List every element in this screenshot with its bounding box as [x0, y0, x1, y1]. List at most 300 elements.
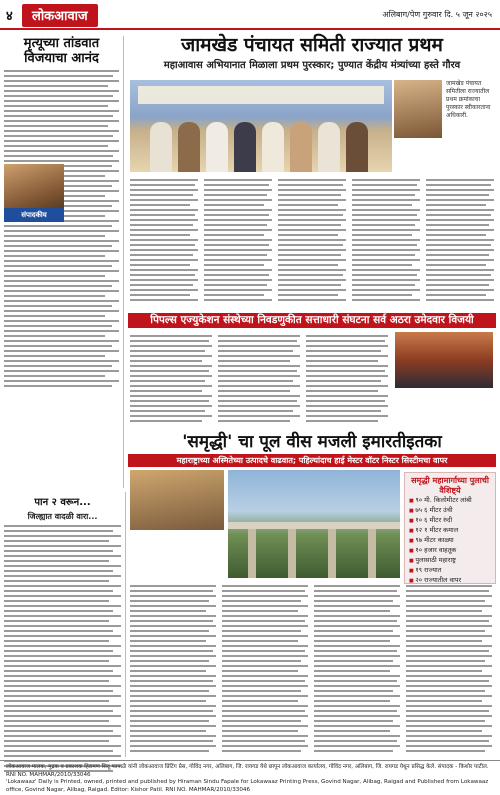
text-line: [406, 635, 492, 637]
third-story-subheadline: महाराष्ट्राच्या अस्मितेच्या उत्पादचे वाढवात; पहिल्यांदाच हाई मेस्टर वॉटर निस्टर सिस्टीमचा वापर: [176, 456, 448, 465]
text-line: [4, 295, 105, 297]
text-line: [352, 209, 420, 211]
text-line: [222, 615, 308, 617]
text-line: [4, 235, 105, 237]
text-line: [130, 375, 212, 377]
text-line: [130, 345, 212, 347]
text-line: [4, 640, 109, 642]
text-line: [222, 630, 301, 632]
text-line: [222, 620, 305, 622]
third-story-body: [130, 582, 496, 757]
text-line: [306, 390, 378, 392]
text-line: [204, 269, 272, 271]
text-line: [352, 179, 420, 181]
text-line: [4, 580, 109, 582]
text-line: [352, 189, 420, 191]
person-figure: [290, 122, 312, 172]
text-line: [426, 204, 486, 206]
second-story-banner: [128, 313, 496, 328]
election-winners-photo: [395, 332, 493, 388]
text-line: [426, 224, 489, 226]
text-line: [278, 234, 338, 236]
text-line: [204, 209, 272, 211]
text-line: [222, 650, 305, 652]
text-line: [406, 645, 492, 647]
text-line: [426, 274, 491, 276]
text-line: [406, 715, 492, 717]
text-line: [222, 685, 308, 687]
text-column: [314, 582, 400, 755]
text-line: [4, 115, 113, 117]
text-line: [306, 370, 385, 372]
text-line: [4, 570, 113, 572]
text-line: [4, 730, 113, 732]
text-line: [426, 294, 486, 296]
person-figure: [206, 122, 228, 172]
text-line: [4, 260, 119, 262]
text-line: [314, 745, 400, 747]
text-line: [278, 279, 346, 281]
text-line: [130, 415, 212, 417]
text-line: [130, 640, 206, 642]
text-line: [406, 660, 485, 662]
text-line: [222, 700, 298, 702]
text-line: [4, 615, 121, 617]
text-line: [130, 615, 216, 617]
text-line: [306, 410, 381, 412]
text-line: [222, 670, 298, 672]
text-line: [222, 695, 308, 697]
editorial-photo: [4, 164, 64, 222]
lead-subheadline: महाआवास अभियानात मिळाला प्रथम पुरस्कार; पुण्यात केंद्रीय मंत्र्यांच्या हस्ते गौरव: [163, 60, 461, 71]
text-line: [222, 585, 308, 587]
text-line: [352, 199, 420, 201]
text-line: [406, 675, 492, 677]
person-figure: [346, 122, 368, 172]
text-line: [130, 259, 198, 261]
text-line: [4, 635, 121, 637]
text-line: [218, 385, 300, 387]
text-line: [4, 85, 108, 87]
text-line: [130, 745, 216, 747]
photo-caption: जामखेड पंचायत समितीला राज्यातील प्रथम क्रमांकाचा पुरस्कार स्वीकारताना अधिकारी.: [446, 80, 491, 119]
text-line: [4, 95, 113, 97]
text-line: [4, 365, 112, 367]
text-line: [314, 725, 400, 727]
text-line: [204, 254, 267, 256]
text-line: [352, 244, 417, 246]
text-line: [352, 264, 412, 266]
award-ceremony-photo: [130, 80, 392, 172]
text-column: [218, 332, 300, 425]
text-line: [278, 199, 346, 201]
text-line: [4, 725, 121, 727]
text-line: [278, 219, 346, 221]
continued-column: [4, 492, 126, 757]
text-line: [218, 390, 290, 392]
text-line: [4, 130, 119, 132]
highlight-item: ■ १९ राज्यात: [409, 566, 491, 576]
text-line: [314, 670, 390, 672]
text-column: [426, 176, 494, 304]
text-line: [306, 420, 378, 422]
text-line: [306, 365, 388, 367]
text-line: [4, 535, 121, 537]
text-line: [426, 284, 489, 286]
text-line: [4, 80, 119, 82]
highlights-list: [409, 496, 491, 586]
text-line: [130, 680, 213, 682]
text-line: [4, 600, 109, 602]
text-line: [130, 249, 198, 251]
text-line: [130, 234, 190, 236]
text-line: [130, 189, 198, 191]
text-line: [130, 710, 213, 712]
text-line: [204, 259, 272, 261]
text-line: [426, 299, 494, 301]
editorial-heading-line2: विजयाचा आनंद: [24, 51, 99, 66]
text-line: [278, 239, 346, 241]
text-line: [4, 620, 109, 622]
editorial-body-top: [4, 70, 119, 157]
text-line: [406, 705, 492, 707]
text-line: [406, 590, 489, 592]
text-line: [4, 380, 119, 382]
text-line: [222, 680, 305, 682]
text-line: [314, 680, 397, 682]
text-line: [406, 630, 485, 632]
masthead: [0, 0, 500, 30]
text-line: [4, 255, 105, 257]
text-line: [314, 690, 393, 692]
text-line: [130, 740, 213, 742]
text-line: [314, 645, 400, 647]
text-line: [130, 269, 198, 271]
text-line: [130, 720, 209, 722]
highlight-item: ■ १० ६ मीटर रुंदी: [409, 516, 491, 526]
text-line: [406, 730, 482, 732]
text-column: [222, 582, 308, 755]
text-line: [222, 745, 308, 747]
text-line: [204, 239, 272, 241]
text-line: [222, 635, 308, 637]
text-line: [130, 675, 216, 677]
text-line: [278, 194, 341, 196]
text-line: [406, 720, 485, 722]
text-line: [306, 350, 381, 352]
text-line: [314, 740, 397, 742]
text-line: [218, 340, 297, 342]
text-line: [278, 214, 343, 216]
text-line: [278, 289, 346, 291]
text-line: [222, 735, 308, 737]
imprint-marathi: लोकआवाज मालक, मुद्रक व प्रकाशक हिरामण सिदू फापाळे यांनी लोकआवाज प्रिंटिंग प्रेस, गोविंद नगर, अलिबाग, जि. रायगड येथे छापून लोकआवाज कार्यालय, गोविंद नगर, अलिबाग, जि. रायगड येथून प्रसिद्ध केले. संपादक - किशोर पाटील. RNI NO. MAHMAR/2010/33046: [6, 764, 489, 778]
text-line: [130, 370, 209, 372]
text-line: [218, 405, 300, 407]
imprint-english: 'Lokawaaz' Daily is Printed, owned, printed and published by Hiraman Sindu Fapale for Lokawaaz Printing Press, Govind Nagar, Alibag, Raigad and Published from Lokawaaz office, Govind Nagar, Alibag, Raigad. Editor: Kishor Patil. RNI NO. MAHMAR/2010/33046: [6, 779, 489, 793]
third-story-headline: 'समृद्धी' चा पूल वीस मजली इमारतीइतका: [182, 432, 442, 452]
text-line: [426, 219, 494, 221]
text-line: [4, 360, 119, 362]
text-line: [406, 710, 489, 712]
text-line: [218, 355, 300, 357]
text-line: [204, 194, 267, 196]
text-line: [4, 695, 121, 697]
stage-banner: [138, 86, 384, 104]
text-line: [4, 565, 121, 567]
text-line: [406, 740, 489, 742]
text-line: [218, 350, 293, 352]
text-line: [4, 240, 119, 242]
text-line: [204, 279, 272, 281]
text-line: [130, 730, 206, 732]
text-line: [222, 690, 301, 692]
text-line: [4, 285, 112, 287]
text-line: [130, 695, 216, 697]
text-line: [4, 135, 113, 137]
text-line: [278, 184, 343, 186]
text-line: [278, 179, 346, 181]
person-figure: [178, 122, 200, 172]
text-line: [352, 299, 420, 301]
text-line: [306, 380, 381, 382]
text-line: [204, 229, 272, 231]
text-line: [218, 380, 293, 382]
text-line: [406, 695, 492, 697]
text-line: [4, 345, 112, 347]
text-line: [218, 395, 300, 397]
text-line: [130, 410, 205, 412]
text-line: [278, 254, 341, 256]
text-line: [4, 375, 105, 377]
text-line: [406, 600, 485, 602]
text-line: [130, 289, 198, 291]
text-line: [4, 270, 119, 272]
text-column: [278, 176, 346, 304]
highlight-item: ■ पुलासाठी महाराष्ट्र: [409, 556, 491, 566]
text-line: [130, 229, 198, 231]
text-line: [130, 600, 209, 602]
text-line: [4, 105, 108, 107]
text-line: [352, 239, 420, 241]
text-line: [130, 224, 193, 226]
text-line: [4, 555, 121, 557]
text-line: [4, 575, 121, 577]
text-line: [4, 705, 121, 707]
text-line: [306, 395, 388, 397]
text-line: [278, 229, 346, 231]
text-line: [426, 229, 494, 231]
text-line: [406, 670, 482, 672]
text-line: [278, 259, 346, 261]
text-line: [130, 204, 190, 206]
continued-subheading: जिल्ह्यात वादळी वारा...: [27, 512, 98, 521]
bridge-photo: [228, 470, 400, 578]
text-line: [4, 320, 119, 322]
text-line: [222, 750, 301, 752]
text-line: [4, 335, 105, 337]
text-line: [406, 610, 482, 612]
text-line: [4, 280, 119, 282]
text-column: [406, 582, 492, 755]
text-line: [4, 120, 119, 122]
text-line: [130, 750, 209, 752]
text-line: [352, 234, 412, 236]
text-line: [130, 350, 205, 352]
bridge-pier: [328, 529, 336, 578]
text-line: [314, 655, 400, 657]
text-line: [352, 184, 417, 186]
text-line: [204, 289, 272, 291]
text-line: [426, 199, 494, 201]
text-line: [4, 305, 112, 307]
text-line: [352, 204, 412, 206]
text-line: [204, 219, 272, 221]
second-story-headline: पिपल्स एज्युकेशन संस्थेच्या निवडणुकीत सत्ताधारी संघटना सर्व अठरा उमेदवार विजयी: [150, 314, 474, 326]
text-line: [222, 640, 298, 642]
text-line: [130, 340, 209, 342]
text-line: [222, 720, 301, 722]
text-line: [314, 660, 393, 662]
text-line: [130, 194, 193, 196]
text-line: [4, 370, 119, 372]
text-line: [130, 199, 198, 201]
text-line: [4, 550, 113, 552]
text-column: [130, 176, 198, 304]
text-line: [306, 355, 388, 357]
text-line: [4, 540, 109, 542]
text-line: [4, 660, 109, 662]
highlight-item: ■ २० राज्यातील वापर: [409, 576, 491, 586]
text-line: [222, 645, 308, 647]
text-line: [314, 720, 393, 722]
text-line: [130, 610, 206, 612]
text-line: [4, 275, 105, 277]
text-line: [222, 590, 305, 592]
text-line: [278, 209, 346, 211]
person-figure: [234, 122, 256, 172]
text-line: [222, 730, 298, 732]
text-line: [130, 214, 195, 216]
text-line: [130, 735, 216, 737]
text-line: [4, 300, 119, 302]
third-story-banner: [128, 454, 496, 467]
highlight-item: ■ १० हजार वाहतूक: [409, 546, 491, 556]
text-line: [352, 294, 412, 296]
text-line: [4, 545, 121, 547]
text-line: [4, 745, 121, 747]
text-line: [4, 385, 112, 387]
highlight-item: ■ ९७ मीटर काळ्या: [409, 536, 491, 546]
text-line: [314, 625, 400, 627]
continued-body: [4, 525, 121, 772]
imprint-footer: [0, 760, 500, 795]
text-line: [204, 204, 264, 206]
text-line: [306, 335, 388, 337]
text-line: [278, 189, 346, 191]
text-line: [222, 610, 298, 612]
text-line: [130, 355, 212, 357]
text-line: [4, 230, 119, 232]
text-line: [130, 420, 202, 422]
text-line: [4, 680, 109, 682]
text-line: [4, 530, 113, 532]
text-line: [306, 345, 388, 347]
text-line: [130, 590, 213, 592]
text-line: [4, 605, 121, 607]
text-line: [314, 595, 400, 597]
bridge-pier: [248, 529, 256, 578]
text-column: [204, 176, 272, 304]
text-line: [204, 244, 269, 246]
text-line: [130, 284, 193, 286]
highlight-item: ■ १२ १ मीटर कमाल: [409, 526, 491, 536]
text-line: [130, 209, 198, 211]
text-line: [130, 620, 213, 622]
text-line: [406, 700, 482, 702]
text-line: [130, 665, 216, 667]
lead-story-heading: [128, 34, 496, 73]
text-line: [222, 605, 308, 607]
text-line: [314, 735, 400, 737]
text-line: [314, 600, 393, 602]
page-number: ४: [6, 9, 13, 24]
text-line: [4, 155, 113, 157]
text-line: [4, 70, 119, 72]
text-line: [406, 685, 492, 687]
person-figure: [262, 122, 284, 172]
text-line: [278, 269, 346, 271]
text-line: [218, 400, 297, 402]
text-line: [4, 645, 121, 647]
lead-story-body: [130, 176, 496, 308]
text-line: [4, 250, 119, 252]
text-line: [4, 110, 119, 112]
text-line: [406, 745, 492, 747]
text-line: [130, 630, 209, 632]
editorial-badge: संपादकीय: [4, 208, 64, 222]
text-line: [218, 345, 300, 347]
text-line: [222, 655, 308, 657]
text-line: [204, 294, 264, 296]
text-column: [130, 582, 216, 755]
text-line: [4, 330, 119, 332]
text-line: [4, 750, 113, 752]
text-line: [4, 710, 113, 712]
text-line: [278, 224, 341, 226]
text-line: [4, 290, 119, 292]
second-story-body: [130, 332, 496, 426]
text-line: [204, 199, 272, 201]
text-line: [130, 244, 195, 246]
text-line: [218, 370, 297, 372]
text-line: [4, 160, 119, 162]
text-line: [4, 670, 113, 672]
text-line: [4, 610, 113, 612]
text-line: [314, 715, 400, 717]
brand-logo: लोकआवाज: [22, 4, 98, 27]
person-figure: [318, 122, 340, 172]
official-photo: [130, 470, 224, 530]
text-line: [278, 264, 338, 266]
bridge-pier: [368, 529, 376, 578]
text-line: [130, 595, 216, 597]
text-line: [130, 605, 216, 607]
officer-portrait: [394, 80, 442, 138]
text-line: [426, 239, 494, 241]
text-line: [222, 675, 308, 677]
text-line: [426, 264, 486, 266]
